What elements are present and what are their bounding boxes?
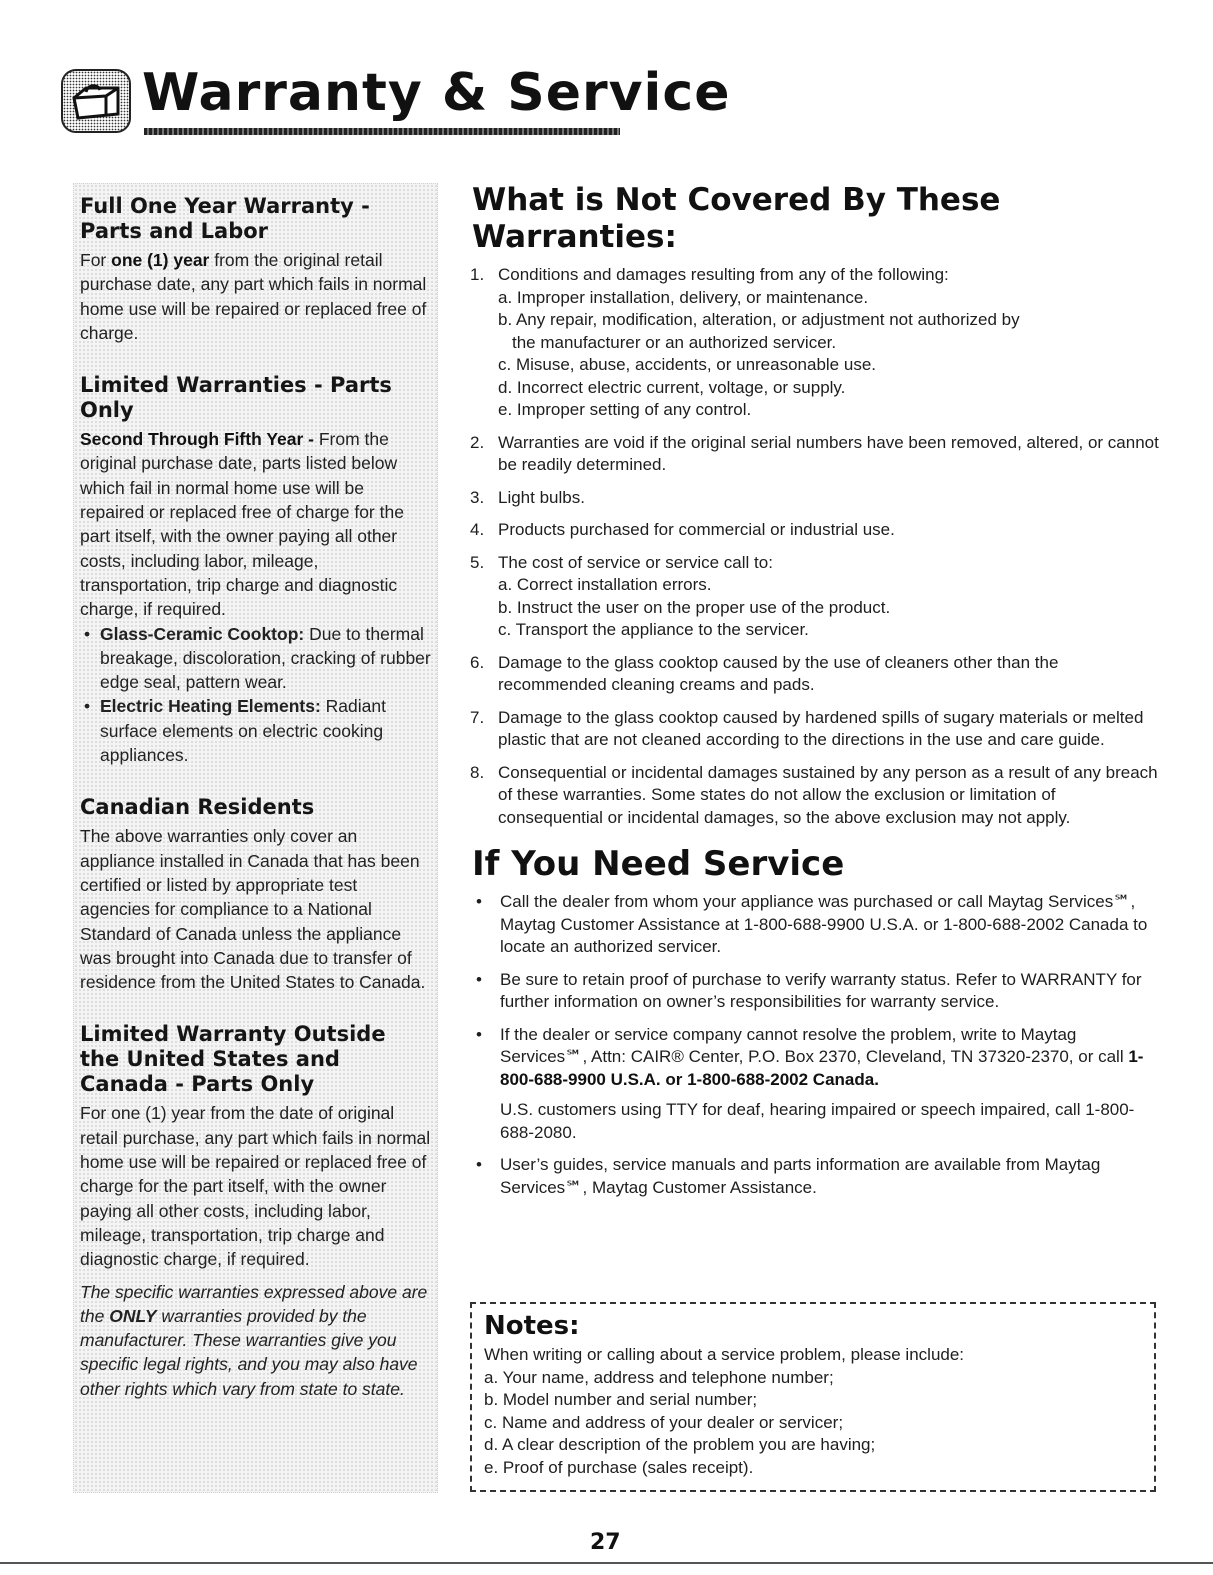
full-year-heading: Full One Year Warranty - Parts and Labor: [80, 194, 370, 243]
limited-warranties-heading: Limited Warranties - Parts Only: [80, 373, 392, 423]
bullet-glass-ceramic: • Glass-Ceramic Cooktop: Due to thermal breakage, discoloration, cracking of rubber edge seal, pattern wear.: [84, 623, 431, 693]
list-item: 5. The cost of service or service call to: a. Correct installation errors. b. Instruct the user on the proper use of the product. c. Transport the appliance to the servicer.: [470, 552, 891, 639]
list-item: 7. Damage to the glass cooktop caused by hardened spills of sugary materials or melted plastic that are not cleaned according to the directions in the use and care guide.: [470, 707, 1144, 749]
not-covered-heading: What is Not Covered By These Warranties:: [472, 182, 1001, 255]
canadian-residents-heading: Canadian Residents: [80, 795, 315, 820]
notes-line: a. Your name, address and telephone number;: [484, 1367, 834, 1387]
notes-line: d. A clear description of the problem you are having;: [484, 1435, 876, 1454]
notes-line: c. Name and address of your dealer or servicer;: [484, 1412, 844, 1432]
bullet-electric-elements: • Electric Heating Elements: Radiant surface elements on electric cooking appliances.: [84, 696, 386, 766]
list-item: • Be sure to retain proof of purchase to verify warranty status. Refer to WARRANTY for further information on owner’s responsibilities for warranty service.: [476, 969, 1142, 1011]
toolbox-icon: [60, 68, 132, 134]
list-item: 6. Damage to the glass cooktop caused by the use of cleaners other than the recommended cleaning creams and pads.: [470, 652, 1059, 694]
page-header: [60, 58, 731, 143]
page-number: 27: [590, 1530, 621, 1555]
notes-box: [470, 1302, 1156, 1492]
main-content: [470, 182, 1160, 1209]
notes-title: Notes:: [484, 1311, 580, 1341]
notes-intro: When writing or calling about a service problem, please include:: [484, 1345, 965, 1364]
list-item: 2. Warranties are void if the original serial numbers have been removed, altered, or cannot be readily determined.: [470, 432, 1159, 474]
limited-warranties-text: Second Through Fifth Year - From the original purchase date, parts listed below which fail in normal home use will be repaired or replaced free of charge for the part itself, with the owner paying all other costs, including labor, mileage, transportation, trip charge and diagnostic charge, if required.: [80, 429, 404, 620]
notes-line: e. Proof of purchase (sales receipt).: [484, 1457, 754, 1477]
list-item: 4. Products purchased for commercial or industrial use.: [470, 520, 895, 539]
warranty-disclaimer: The specific warranties expressed above are the ONLY warranties provided by the manufacturer. These warranties give you specific legal rights, and you may also have other rights which vary from state to state.: [80, 1281, 428, 1399]
list-item: • If the dealer or service company cannot resolve the problem, write to Maytag Services℠, Attn: CAIR® Center, P.O. Box 2370, Cleveland, TN 37320-2370, or call 1-800-688-9900 U.S.A. or 1-800-688-2002 Canada. U.S. customers using TTY for deaf, hearing impaired or speech impaired, call 1-800-688-2080.: [476, 1024, 1144, 1142]
footer-divider: [0, 1562, 1213, 1564]
page-title: Warranty & Service: [142, 63, 731, 123]
list-item: • Call the dealer from whom your appliance was purchased or call Maytag Services℠, Maytag Customer Assistance at 1-800-688-9900 U.S.A. or 1-800-688-2002 Canada to locate an authorized servicer.: [476, 892, 1148, 956]
list-item: 3. Light bulbs.: [470, 487, 585, 507]
list-item: • User’s guides, service manuals and parts information are available from Maytag Services℠, Maytag Customer Assistance.: [476, 1155, 1101, 1197]
list-item: 8. Consequential or incidental damages sustained by any person as a result of any breach of these warranties. Some states do not allow the exclusion or limitation of consequential or incidental damages, so the above exclusion may not apply.: [470, 762, 1158, 827]
notes-line: b. Model number and serial number;: [484, 1390, 758, 1409]
canadian-residents-text: The above warranties only cover an appliance installed in Canada that has been certified or listed by appropriate test agencies for compliance to a National Standard of Canada unless the appliance was brought into Canada due to transfer of residence from the United States to Canada.: [80, 826, 426, 993]
outside-us-heading: Limited Warranty Outside the United States and Canada - Parts Only: [80, 1022, 386, 1097]
full-year-text: For one (1) year from the original retail purchase date, any part which fails in normal home use will be repaired or replaced free of charge.: [80, 250, 427, 343]
service-heading: If You Need Service: [472, 844, 845, 884]
outside-us-text: For one (1) year from the date of original retail purchase, any part which fails in normal home use will be repaired or replaced free of charge for the part itself, with the owner paying all other costs, including labor, mileage, transportation, trip charge and diagnostic charge, if required.: [80, 1103, 431, 1270]
warranty-sidebar: [73, 183, 438, 1493]
title-underline: [144, 128, 620, 135]
list-item: 1. Conditions and damages resulting from any of the following: a. Improper installation, delivery, or maintenance. b. Any repair, modification, alteration, or adjustment not authorized by the manufacturer or an authorized servicer. c. Misuse, abuse, accidents, or unreasonable use. d. Incorrect electric current, voltage, or supply. e. Improper setting of any control.: [470, 265, 1020, 419]
